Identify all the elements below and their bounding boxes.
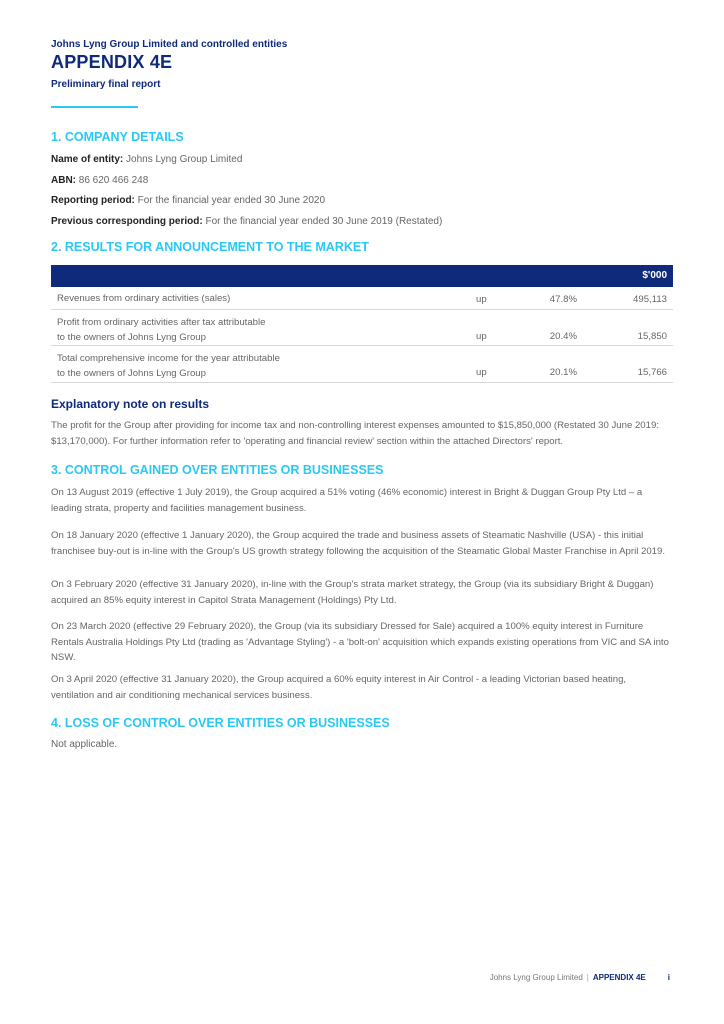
row-direction: up bbox=[476, 367, 487, 378]
reporting-period-line bbox=[51, 195, 325, 206]
table-row bbox=[51, 287, 673, 310]
row-description-line2: to the owners of Johns Lyng Group bbox=[57, 332, 206, 343]
acquisition-paragraph: On 13 August 2019 (effective 1 July 2019), the Group acquired a 51% voting (46% economic) interest in Bright & Duggan Group Pty Ltd – a leading strata, property and facilities management business. bbox=[51, 487, 643, 514]
row-direction: up bbox=[476, 331, 487, 342]
footer-company: Johns Lyng Group Limited bbox=[489, 973, 583, 982]
table-header-units: $'000 bbox=[642, 270, 667, 281]
entity-name-line bbox=[51, 154, 242, 165]
row-description-line2: to the owners of Johns Lyng Group bbox=[57, 368, 206, 379]
row-description: Revenues from ordinary activities (sales) bbox=[57, 293, 231, 304]
row-description bbox=[57, 351, 280, 381]
row-percent: 47.8% bbox=[549, 294, 577, 305]
row-amount: 495,113 bbox=[633, 294, 667, 305]
abn-value: 86 620 466 248 bbox=[78, 175, 149, 186]
acquisition-paragraph: On 18 January 2020 (effective 1 January 2020), the Group acquired the trade and business assets of Steamatic Nashville (USA) - this initial franchisee buy-out is in-line with the Group's US growth strategy following the acquisition of the Steamatic Global Master Franchise in April 2019. bbox=[51, 530, 666, 557]
previous-period-label: Previous corresponding period: bbox=[51, 216, 203, 227]
acquisition-paragraph: On 3 February 2020 (effective 31 January 2020), in-line with the Group's strata market strategy, the Group (via its subsidiary Bright & Duggan) acquired an 85% equity interest in Capitol Strata Management (Holdings) Pty Ltd. bbox=[51, 579, 654, 606]
previous-period-line bbox=[51, 216, 442, 227]
row-description-line1: Profit from ordinary activities after tax attributable bbox=[57, 317, 266, 328]
section-control-gained-heading: 3. CONTROL GAINED OVER ENTITIES OR BUSINESSES bbox=[51, 463, 384, 477]
footer-doc-title: APPENDIX 4E bbox=[592, 973, 646, 982]
section-company-details-heading: 1. COMPANY DETAILS bbox=[51, 130, 184, 144]
header-divider bbox=[51, 106, 138, 108]
page-title: APPENDIX 4E bbox=[51, 52, 173, 72]
page-subtitle: Preliminary final report bbox=[51, 79, 161, 90]
acquisition-paragraph: On 23 March 2020 (effective 29 February 2020), the Group (via its subsidiary Dressed for Sale) acquired a 100% equity interest in Furniture Rentals Australia Holdings Pty Ltd (trading as 'Advantage Styling') - a 'bolt-on' acquisition which expands existing operations from VIC and SA into NSW. bbox=[51, 621, 669, 663]
row-description-line1: Total comprehensive income for the year attributable bbox=[57, 353, 280, 364]
results-table bbox=[51, 265, 673, 383]
previous-period-value: For the financial year ended 30 June 2019 (Restated) bbox=[205, 216, 443, 227]
explanatory-note-text: The profit for the Group after providing for income tax and non-controlling interest expenses amounted to $15,850,000 (Restated 30 June 2019: $13,170,000). For further information refer to 'operating and financial review' section within the attached Directors' report. bbox=[51, 420, 659, 447]
row-amount: 15,766 bbox=[637, 367, 667, 378]
abn-line bbox=[51, 175, 148, 186]
row-direction: up bbox=[476, 294, 487, 305]
table-row bbox=[51, 346, 673, 383]
entity-name-label: Name of entity: bbox=[51, 154, 124, 165]
explanatory-note-heading: Explanatory note on results bbox=[51, 397, 210, 411]
row-amount: 15,850 bbox=[637, 331, 667, 342]
row-description bbox=[57, 315, 265, 345]
abn-label: ABN: bbox=[51, 175, 76, 186]
entity-name-value: Johns Lyng Group Limited bbox=[126, 154, 243, 165]
reporting-period-label: Reporting period: bbox=[51, 195, 135, 206]
reporting-period-value: For the financial year ended 30 June 2020 bbox=[137, 195, 326, 206]
results-table-header bbox=[51, 265, 673, 287]
footer-separator: | bbox=[586, 973, 589, 982]
loss-of-control-text: Not applicable. bbox=[51, 739, 118, 750]
row-percent: 20.4% bbox=[549, 331, 577, 342]
table-row bbox=[51, 310, 673, 346]
page-footer bbox=[490, 973, 670, 982]
section-results-heading: 2. RESULTS FOR ANNOUNCEMENT TO THE MARKET bbox=[51, 240, 369, 254]
acquisition-paragraph: On 3 April 2020 (effective 31 January 2020), the Group acquired a 60% equity interest in Air Control - a leading Victorian based heating, ventilation and air conditioning mechanical services business. bbox=[51, 674, 627, 701]
header-company: Johns Lyng Group Limited and controlled entities bbox=[51, 39, 288, 50]
page-number: i bbox=[667, 973, 670, 982]
row-percent: 20.1% bbox=[549, 367, 577, 378]
section-loss-of-control-heading: 4. LOSS OF CONTROL OVER ENTITIES OR BUSINESSES bbox=[51, 716, 390, 730]
